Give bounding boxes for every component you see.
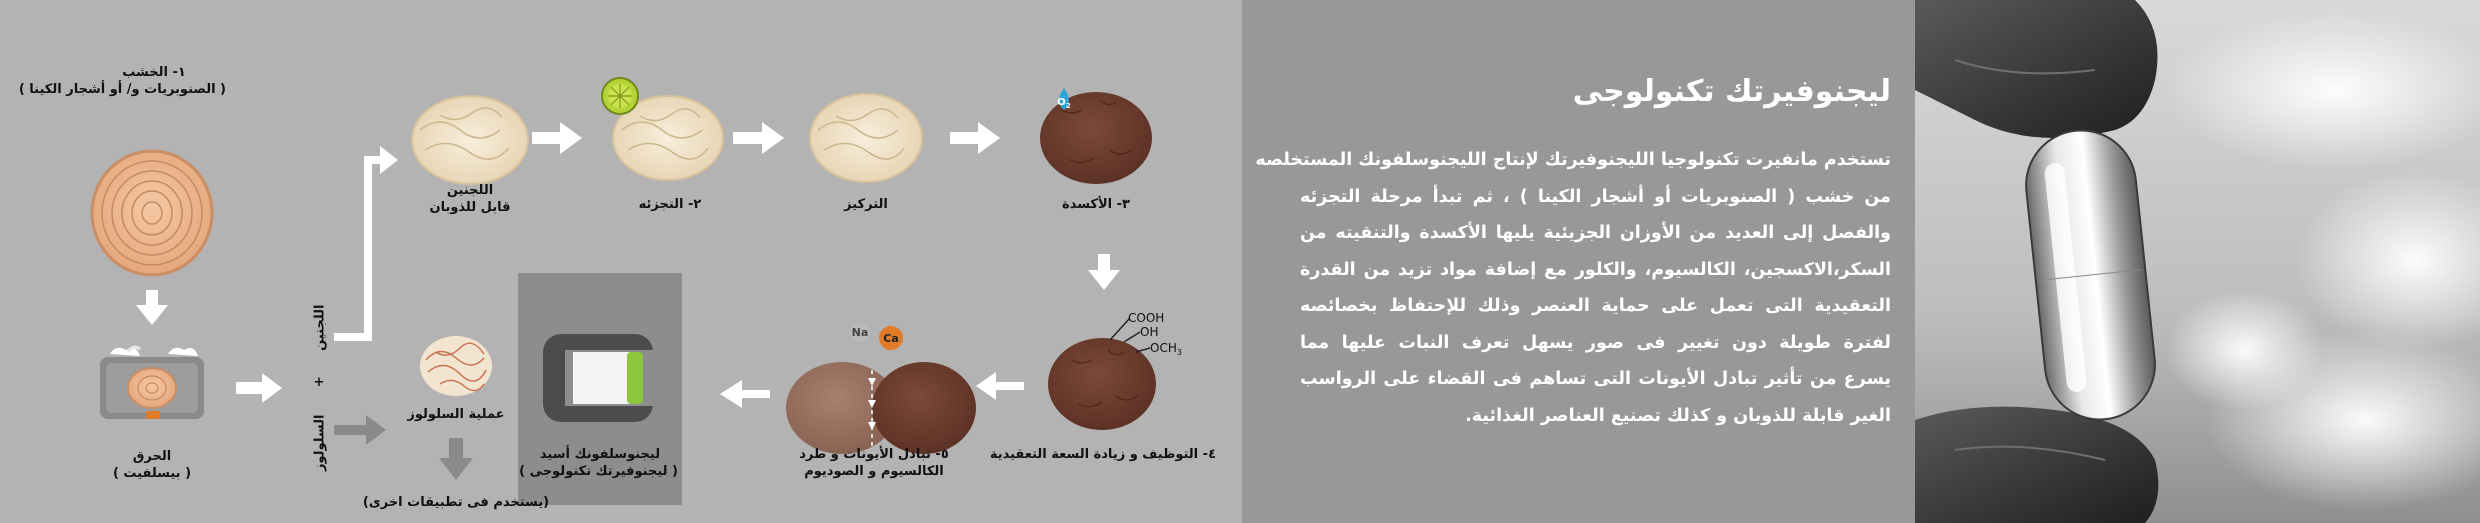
arrow-right-4 [950,122,1000,154]
lignosulfonic-acid-icon [543,334,655,422]
label-lignin-line2: قابل للذوبان [429,200,511,215]
label-wood-line2: ( الصنوبريات و/ أو أشجار الكينا ) [18,82,226,97]
fragmentation-icon [602,78,723,180]
paragraph-line: لفترة طويلة دون تغيير فى صور يسهل تعرف النبات عليها مما [1300,332,1891,353]
arrow-down-1 [136,290,168,325]
paragraph-line: يسرع من تأثير تبادل الأيونات التى تساهم فى القضاء على الرواسب [1300,369,1891,389]
paragraph-line: التعقيدية التى تعمل على حماية العنصر وذلك للإحتفاظ بخصائصه [1300,296,1891,316]
label-burning [102,448,202,482]
paragraph-line: والفصل إلى العديد من الأوزان الجزيئية يليها الأكسدة والتنقيته من [1300,223,1891,243]
label-ion-line1: ٥- تبادل الأيونات و طرد [799,447,949,462]
label-other-uses: (يستخدم فى تطبيقات اخرى) [362,495,550,510]
cooh-label: COOH [1128,311,1165,325]
arrow-down-grey [439,438,473,480]
branch-label-plus: + [313,375,325,390]
label-fragmentation: ٢- التجزئه [638,197,702,212]
paragraph-line: الغير قابلة للذوبان و كذلك تصنيع العناصر الغذائية. [1465,405,1891,426]
capsule-photo [1915,0,2480,523]
ca-label: Ca [883,332,899,345]
label-burning-line1: الحرق [132,449,172,464]
page-title: ليجنوفيرتك تكنولوجى [1572,74,1891,109]
label-functionalization: ٤- التوظيف و زيادة السعة التعقيدية [989,447,1216,462]
lignin-fiber-icon [412,96,528,184]
label-ion-line2: الكالسيوم و الصوديوم [804,464,944,479]
burning-vessel-icon [100,347,204,419]
arrow-right-cellulose [334,415,386,445]
branch-label-lignin: اللجنين [312,304,328,351]
label-wood-line1: ١- الخشب [122,65,186,80]
oh-label: OH [1140,325,1159,339]
branch-label-cellulose: السلولوز [312,414,328,472]
label-burning-line2: ( بيسلفيت ) [112,466,192,481]
branch-connector-arrow [334,146,398,341]
o2-label: $O_2$ [1057,97,1071,110]
label-wood [18,64,226,98]
oxidation-icon [1040,88,1152,184]
paragraph-line: تستخدم مانفيرت تكنولوجيا الليجنوفيرتك لإنتاج الليجنوسلفونك المستخلصه [1255,150,1891,170]
wood-log-icon [92,151,212,275]
label-concentration: التركيز [844,197,888,212]
cellulose-fiber-icon [420,336,492,396]
label-cellulose-process: عملية السلولوز [407,407,505,422]
label-product-line1: ليجنوسلفونك أسيد [539,447,661,462]
label-oxidation: ٣- الأكسدة [1062,197,1130,212]
arrow-down-2 [1088,254,1120,290]
ion-exchange-icon [786,322,976,454]
arrow-left-2 [720,380,770,408]
paragraph-line: من خشب ( الصنوبريات أو أشجار الكينا ) ، ثم تبدأ مرحلة التجزئه [1300,186,1891,207]
arrow-left-1 [976,372,1024,400]
description-paragraph [1255,142,1891,434]
functionalization-icon [1048,311,1182,430]
paragraph-line: السكر،الاكسجين، الكالسيوم، والكلور مع إضافة مواد تزيد من القدرة [1300,259,1891,280]
arrow-right-3 [733,122,784,154]
arrow-right-burning [236,373,282,403]
arrow-right-2 [532,122,582,154]
label-ion-exchange [790,446,958,480]
na-label: Na [851,326,869,339]
label-lignin-line1: اللجنين [446,183,494,198]
label-product-line2: ( ليجنوفيرتك تكنولوجى ) [519,464,678,479]
capsule-photo-graphic [1915,0,2480,523]
description-panel [1242,0,1915,523]
label-lignin-soluble [420,182,520,216]
och3-label: $OCH_3$ [1150,341,1182,357]
concentration-icon [810,94,922,182]
label-product [519,446,678,480]
